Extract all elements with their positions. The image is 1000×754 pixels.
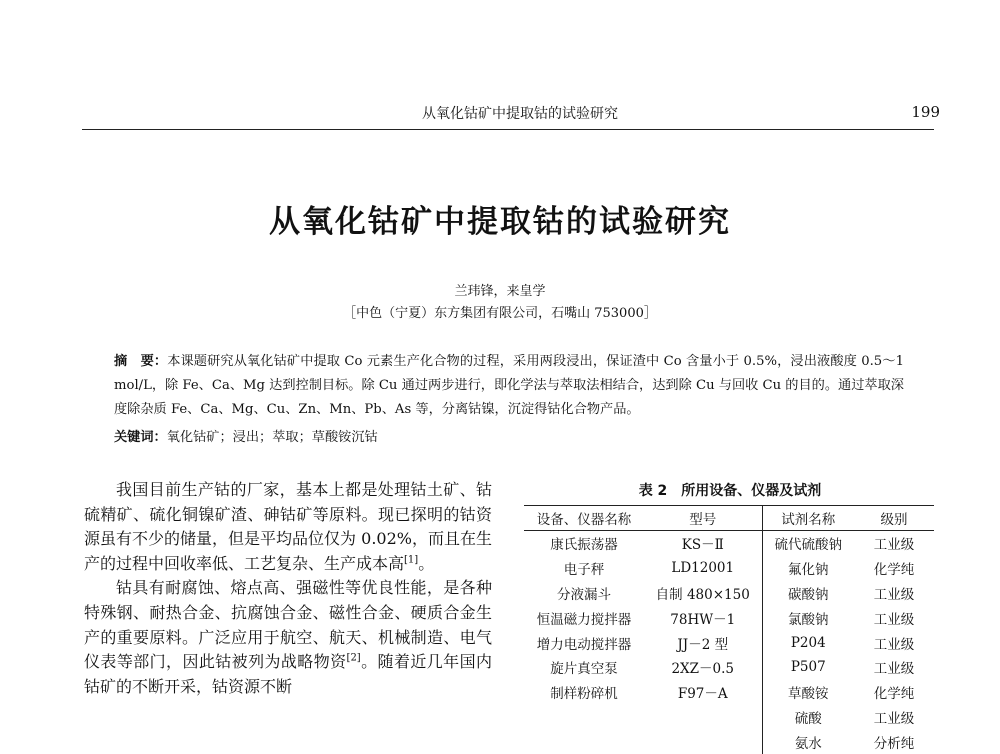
table-cell: P204 (762, 630, 854, 655)
abstract (114, 350, 904, 422)
table-cell: JJ－2 型 (677, 636, 729, 653)
table-cell: 氟化钠 (762, 556, 854, 581)
affiliation: ［中色（宁夏）东方集团有限公司，石嘴山 753000］ (343, 306, 657, 321)
table-cell (644, 705, 762, 730)
table-cell: 制样粉碎机 (550, 686, 618, 703)
table-cell: 康氏振荡器 (550, 537, 618, 554)
table-row (524, 581, 934, 606)
table-row (524, 655, 934, 680)
table-cell: 2XZ－0.5 (671, 661, 735, 678)
table-row (524, 531, 934, 556)
table-cell: 硫代硫酸钠 (762, 531, 854, 556)
running-title: 从氧化钴矿中提取钴的试验研究 (422, 106, 618, 122)
header-cell: 型号 (644, 506, 762, 531)
abstract-label: 摘 要： (114, 354, 168, 369)
paragraph-text: 。随着近几年国内钴矿的不断开采，钴资源不断 (84, 652, 492, 696)
table-cell: 78HW－1 (670, 611, 736, 628)
keywords-text: 氧化钴矿；浸出；萃取；草酸铵沉钴 (166, 430, 378, 445)
body-paragraph-2 (84, 576, 492, 699)
table-cell: 恒温磁力搅拌器 (536, 611, 632, 628)
table-cell: 工业级 (873, 586, 915, 603)
paragraph-text: 我国目前生产钴的厂家，基本上都是处理钴土矿、钴硫精矿、硫化铜镍矿渣、砷钴矿等原料。现已探明的钴资源虽有不少的储量，但是平均品位仅为 0.02%，而且在生产的过程中回收率低、工艺复杂、生产成本高 (84, 480, 492, 573)
authors: 兰玮锋，来皇学 (454, 284, 546, 299)
table-cell: 分析纯 (873, 735, 915, 752)
table-row (524, 705, 934, 730)
table-cell: 电子秤 (563, 562, 605, 579)
keywords-label: 关键词： (114, 430, 167, 445)
table-cell: 碳酸钠 (762, 581, 854, 606)
citation-2: [2] (346, 652, 361, 664)
page-number: 199 (911, 103, 940, 121)
table-cell: 草酸铵 (762, 680, 854, 705)
table-row (524, 680, 934, 705)
table-cell: 工业级 (873, 710, 915, 727)
table-cell: 分液漏斗 (557, 586, 611, 603)
table-cell: 工业级 (873, 636, 915, 653)
table-cell: 化学纯 (873, 686, 915, 703)
keywords (114, 426, 904, 450)
table-cell: 旋片真空泵 (550, 661, 618, 678)
table-caption: 表 2 所用设备、仪器及试剂 (638, 483, 822, 499)
table-cell: 硫酸 (762, 705, 854, 730)
table-cell: 工业级 (873, 611, 915, 628)
table-cell: LD12001 (671, 560, 735, 577)
body-left-column (84, 478, 492, 699)
header-rule (82, 129, 934, 130)
header-cell: 试剂名称 (762, 506, 854, 531)
table-cell: F97－A (677, 686, 728, 703)
table-row (524, 605, 934, 630)
table-cell: 增力电动搅拌器 (536, 636, 632, 653)
equipment-table (524, 505, 934, 754)
abstract-text: 本课题研究从氧化钴矿中提取 Co 元素生产化合物的过程，采用两段浸出，保证渣中 Co 含量小于 0.5%，浸出液酸度 0.5～1 mol/L，除 Fe、Ca、Mg 达到控制目标。除 Cu 通过两步进行，即化学法与萃取法相结合，达到除 Cu 与回收 Cu 的目的。通过萃取深度除杂质 Fe、Ca、Mg、Cu、Zn、Mn、Pb、As 等，分离钴镍，沉淀得钴化合物产品。 (114, 354, 904, 417)
table-cell: 氯酸钠 (762, 605, 854, 630)
table-cell: 工业级 (873, 537, 915, 554)
table-cell: 化学纯 (873, 562, 915, 579)
citation-1: [1] (404, 554, 419, 566)
table-cell: P507 (762, 655, 854, 680)
table-cell: 工业级 (873, 661, 915, 678)
paper-title: 从氧化钴矿中提取钴的试验研究 (269, 204, 731, 240)
table-cell: 自制 480×150 (655, 586, 750, 603)
table-header-row (524, 506, 934, 531)
table-row (524, 630, 934, 655)
header-cell: 设备、仪器名称 (524, 506, 644, 531)
paragraph-text: 。 (418, 553, 435, 573)
header-cell: 级别 (854, 506, 934, 531)
body-paragraph-1 (84, 478, 492, 576)
table-cell: KS－Ⅱ (681, 537, 724, 554)
paragraph-text: 钴具有耐腐蚀、熔点高、强磁性等优良性能，是各种特殊钢、耐热合金、抗腐蚀合金、磁性合金、硬质合金生产的重要原料。广泛应用于航空、航天、机械制造、电气仪表等部门，因此钴被列为战略物资 (84, 578, 492, 672)
table-row (524, 556, 934, 581)
table-cell (524, 705, 644, 730)
table-cell: 氨水 (762, 729, 854, 754)
